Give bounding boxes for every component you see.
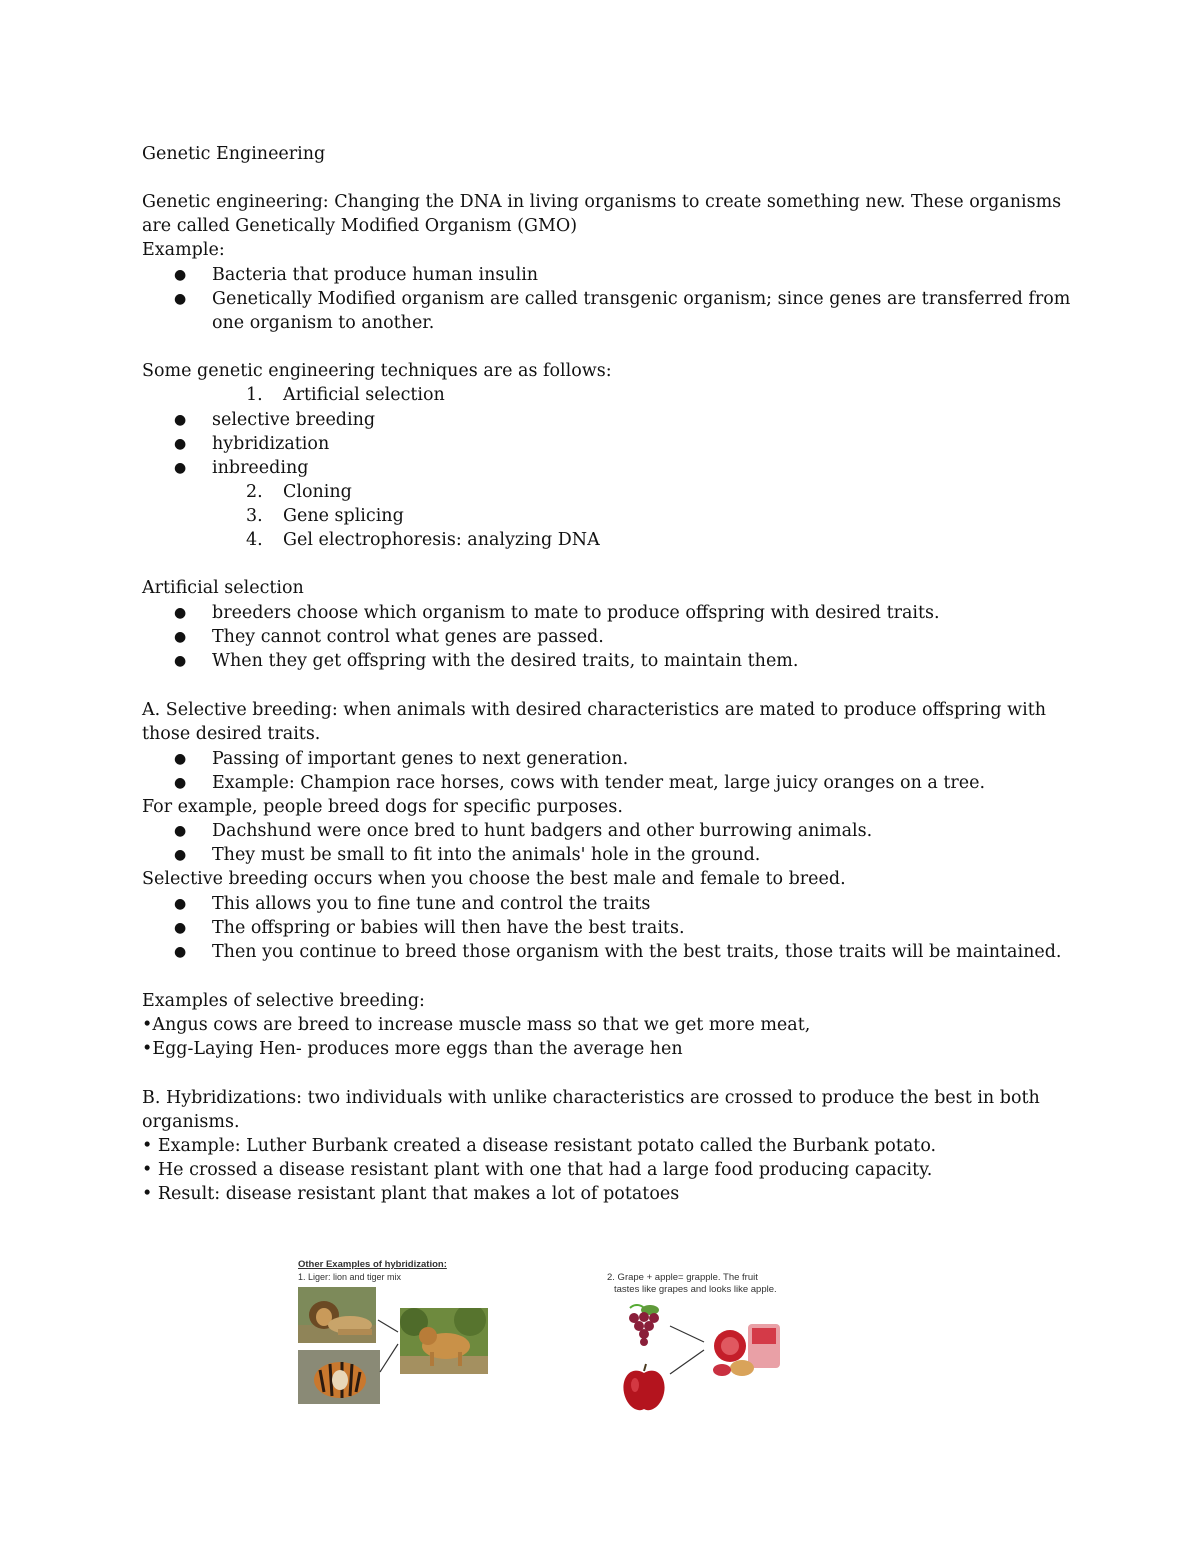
techniques-heading: Some genetic engineering techniques are as follows: <box>142 361 612 381</box>
example-line: •Angus cows are breed to increase muscle mass so that we get more meat, <box>142 1015 811 1035</box>
bullet: ● <box>174 412 187 428</box>
list-number: 3. <box>246 506 263 526</box>
bullet: ● <box>174 605 187 621</box>
list-item: Gene splicing <box>283 506 404 526</box>
list-item: This allows you to fine tune and control the traits <box>212 894 651 914</box>
grapple-caption-2: tastes like grapes and looks like apple. <box>614 1284 777 1295</box>
artificial-heading: Artificial selection <box>142 578 304 598</box>
tiger-photo <box>298 1350 380 1404</box>
bullet: ● <box>174 775 187 791</box>
list-item: hybridization <box>212 434 330 454</box>
arrow-icon <box>668 1322 708 1376</box>
lion-photo <box>298 1287 376 1343</box>
list-item: They cannot control what genes are passed. <box>212 627 604 647</box>
list-item: They must be small to fit into the animals' hole in the ground. <box>212 845 761 865</box>
bullet: ● <box>174 267 187 283</box>
example-label: Example: <box>142 240 225 260</box>
bullet: ● <box>174 944 187 960</box>
list-item: Gel electrophoresis: analyzing DNA <box>283 530 600 550</box>
page-title: Genetic Engineering <box>142 144 326 164</box>
figure-heading: Other Examples of hybridization: <box>298 1259 447 1270</box>
selective-line-1: A. Selective breeding: when animals with desired characteristics are mated to produce offspring with <box>142 700 1047 720</box>
hybrid-bullet: • Example: Luther Burbank created a disease resistant potato called the Burbank potato. <box>142 1136 937 1156</box>
liger-photo <box>400 1308 488 1374</box>
list-item: Bacteria that produce human insulin <box>212 265 539 285</box>
examples-heading: Examples of selective breeding: <box>142 991 425 1011</box>
list-item: When they get offspring with the desired traits, to maintain them. <box>212 651 799 671</box>
list-item: Then you continue to breed those organism with the best traits, those traits will be maintained. <box>212 942 1062 962</box>
bullet: ● <box>174 653 187 669</box>
hybrid-line-1: B. Hybridizations: two individuals with unlike characteristics are crossed to produce the best in both <box>142 1088 1040 1108</box>
selective-line-2: those desired traits. <box>142 724 321 744</box>
bullet: ● <box>174 920 187 936</box>
example-line: •Egg-Laying Hen- produces more eggs than the average hen <box>142 1039 683 1059</box>
occurs-line: Selective breeding occurs when you choose the best male and female to breed. <box>142 869 846 889</box>
bullet: ● <box>174 436 187 452</box>
apple-icon <box>620 1363 668 1413</box>
bullet: ● <box>174 823 187 839</box>
list-item: Artificial selection <box>283 385 445 405</box>
list-item: Genetically Modified organism are called transgenic organism; since genes are transferred from <box>212 289 1071 309</box>
list-item: inbreeding <box>212 458 309 478</box>
list-item: one organism to another. <box>212 313 435 333</box>
arrow-icon <box>376 1318 400 1374</box>
grape-icon <box>620 1302 668 1350</box>
intro-line-1: Genetic engineering: Changing the DNA in living organisms to create something new. These organisms <box>142 192 1062 212</box>
bullet: ● <box>174 629 187 645</box>
list-item: The offspring or babies will then have the best traits. <box>212 918 685 938</box>
dogs-line: For example, people breed dogs for specific purposes. <box>142 797 623 817</box>
bullet: ● <box>174 751 187 767</box>
list-item: Example: Champion race horses, cows with tender meat, large juicy oranges on a tree. <box>212 773 986 793</box>
list-item: selective breeding <box>212 410 376 430</box>
list-item: Cloning <box>283 482 352 502</box>
list-number: 2. <box>246 482 263 502</box>
list-item: Passing of important genes to next generation. <box>212 749 629 769</box>
hybrid-line-2: organisms. <box>142 1112 240 1132</box>
bullet: ● <box>174 460 187 476</box>
list-item: breeders choose which organism to mate to produce offspring with desired traits. <box>212 603 940 623</box>
hybrid-bullet: • He crossed a disease resistant plant with one that had a large food producing capacity. <box>142 1160 933 1180</box>
liger-caption: 1. Liger: lion and tiger mix <box>298 1272 402 1282</box>
list-number: 1. <box>246 385 263 405</box>
hybrid-bullet: • Result: disease resistant plant that makes a lot of potatoes <box>142 1184 680 1204</box>
grapple-caption-1: 2. Grape + apple= grapple. The fruit <box>607 1272 758 1283</box>
bullet: ● <box>174 847 187 863</box>
list-item: Dachshund were once bred to hunt badgers and other burrowing animals. <box>212 821 873 841</box>
bullet: ● <box>174 896 187 912</box>
bullet: ● <box>174 291 187 307</box>
list-number: 4. <box>246 530 263 550</box>
intro-line-2: are called Genetically Modified Organism (GMO) <box>142 216 578 236</box>
grapple-photo <box>708 1320 784 1380</box>
